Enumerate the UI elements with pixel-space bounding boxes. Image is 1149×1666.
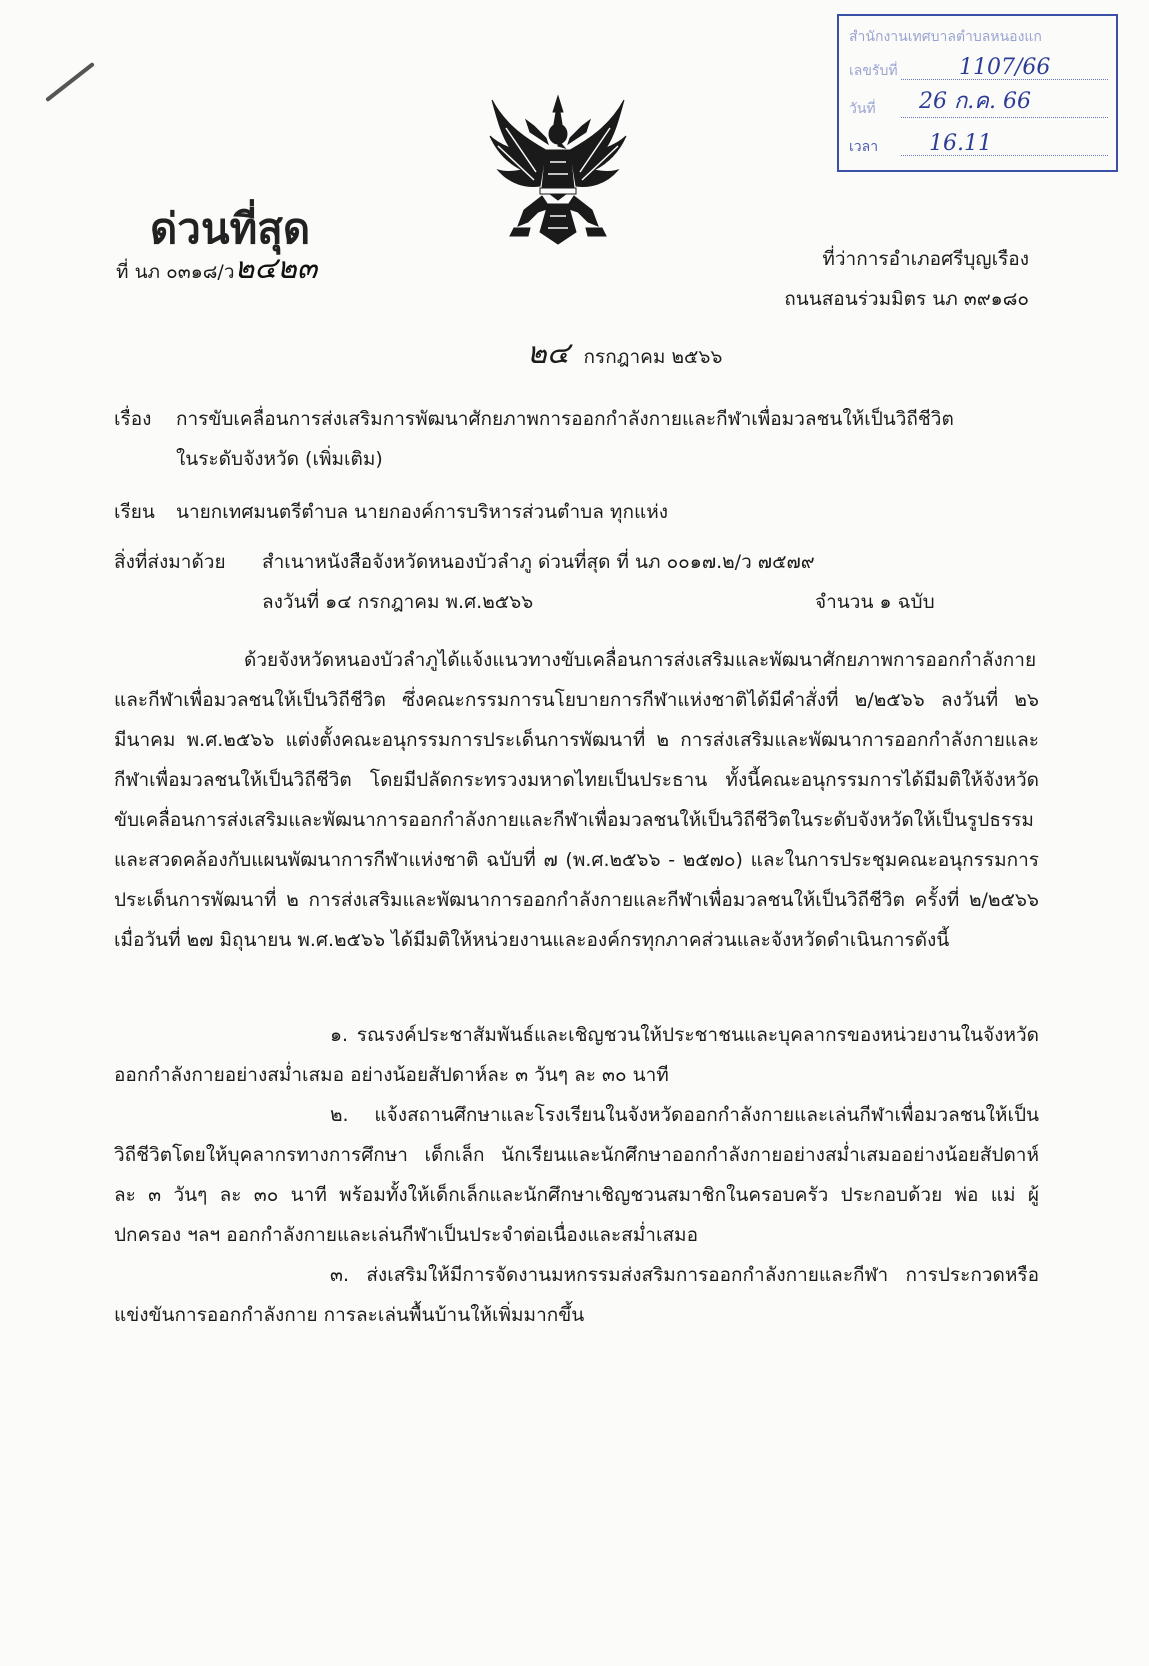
stamp-date-label: วันที่ (849, 101, 876, 117)
subject-line-2: ในระดับจังหวัด (เพิ่มเติม) (176, 448, 383, 470)
recipient-text: นายกเทศมนตรีตำบล นายกองค์การบริหารส่วนตำบล ทุกแห่ง (176, 501, 668, 523)
enclosure-count: จำนวน ๑ ฉบับ (815, 591, 935, 613)
subject-line-1: การขับเคลื่อนการส่งเสริมการพัฒนาศักยภาพการออกกำลังกายและกีฬาเพื่อมวลชนให้เป็นวิถีชีวิต (176, 408, 954, 430)
stamp-office: สำนักงานเทศบาลตำบลหนองแก (849, 29, 1042, 45)
urgency-label: ด่วนที่สุด (150, 204, 311, 253)
stamp-date-value: 26 ก.ค. 66 (919, 89, 1031, 114)
document-number (116, 251, 318, 286)
office-address: ถนนสอนร่วมมิตร นภ ๓๙๑๘๐ (784, 288, 1029, 310)
receipt-stamp (837, 14, 1118, 172)
body-item-1: ๑. รณรงค์ประชาสัมพันธ์และเชิญชวนให้ประชาชนและบุคลากรของหน่วยงานในจังหวัดออกกำลังกายอย่างสม่ำเสมอ อย่างน้อยสัปดาห์ละ ๓ วันๆ ละ ๓๐ นาที (114, 1024, 1039, 1086)
pen-mark (45, 62, 95, 102)
body-paragraph-1: ด้วยจังหวัดหนองบัวลำภูได้แจ้งแนวทางขับเคลื่อนการส่งเสริมและพัฒนาศักยภาพการออกกำลังกายและกีฬาเพื่อมวลชนให้เป็นวิถีชีวิต ซึ่งคณะกรรมการนโยบายการกีฬาแห่งชาติได้มีคำสั่งที่ ๒/๒๕๖๖ ลงวันที่ ๒๖ มีนาคม พ.ศ.๒๕๖๖ แต่งตั้งคณะอนุกรรมการประเด็นการพัฒนาที่ ๒ การส่งเสริมและพัฒนาการออกกำลังกายและกีฬาเพื่อมวลชนให้เป็นวิถีชีวิต โดยมีปลัดกระทรวงมหาดไทยเป็นประธาน ทั้งนี้คณะอนุกรรมการได้มีมติให้จังหวัดขับเคลื่อนการส่งเสริมและพัฒนาการออกกำลังกายและกีฬาเพื่อมวลชนให้เป็นวิถีชีวิตในระดับจังหวัดให้เป็นรูปธรรมและสวดคล้องกับแผนพัฒนาการกีฬาแห่งชาติ ฉบับที่ ๗ (พ.ศ.๒๕๖๖ - ๒๕๗๐) และในการประชุมคณะอนุกรรมการประเด็นการพัฒนาที่ ๒ การส่งเสริมและพัฒนาการออกกำลังกายและกีฬาเพื่อมวลชนให้เป็นวิถีชีวิต ครั้งที่ ๒/๒๕๖๖ เมื่อวันที่ ๒๗ มิถุนายน พ.ศ.๒๕๖๖ ได้มีมติให้หน่วยงานและองค์กรทุกภาคส่วนและจังหวัดดำเนินการดังนี้ (114, 649, 1039, 951)
body-item-2: ๒. แจ้งสถานศึกษาและโรงเรียนในจังหวัดออกกำลังกายและเล่นกีฬาเพื่อมวลชนให้เป็นวิถีชีวิตโดยให้บุคลากรทางการศึกษา เด็กเล็ก นักเรียนและนักศึกษาออกกำลังกายอย่างสม่ำเสมออย่างน้อยสัปดาห์ละ ๓ วันๆ ละ ๓๐ นาที พร้อมทั้งให้เด็กเล็กและนักศึกษาเชิญชวนสมาชิกในครอบครัว ประกอบด้วย พ่อ แม่ ผู้ปกครอง ฯลฯ ออกกำลังกายและเล่นกีฬาเป็นประจำต่อเนื่องและสม่ำเสมอ (114, 1104, 1039, 1246)
body-item-3: ๓. ส่งเสริมให้มีการจัดงานมหกรรมส่งสริมการออกกำลังกายและกีฬา การประกวดหรือแข่งขันการออกกำลังกาย การละเล่นพื้นบ้านให้เพิ่มมากขึ้น (114, 1264, 1039, 1326)
enclosure-line-2: ลงวันที่ ๑๔ กรกฎาคม พ.ศ.๒๕๖๖ (262, 591, 534, 613)
recipient-label: เรียน (114, 501, 155, 523)
stamp-no-value: 1107/66 (959, 55, 1051, 80)
stamp-time-label: เวลา (849, 139, 879, 155)
stamp-no-label: เลขรับที่ (849, 63, 898, 79)
date-month-year: กรกฎาคม ๒๕๖๖ (583, 346, 723, 368)
document-date (527, 336, 723, 371)
office-name: ที่ว่าการอำเภอศรีบุญเรือง (822, 248, 1029, 270)
document-number-handwritten: ๒๔๒๓ (234, 251, 318, 286)
garuda-emblem (488, 92, 628, 250)
enclosure-label: สิ่งที่ส่งมาด้วย (114, 551, 226, 573)
enclosure-line-1: สำเนาหนังสือจังหวัดหนองบัวลำภู ด่วนที่สุด ที่ นภ ๐๐๑๗.๒/ว ๗๕๗๙ (262, 551, 815, 573)
document-number-prefix: ที่ นภ ๐๓๑๘/ว (116, 261, 235, 283)
stamp-time-value: 16.11 (929, 131, 992, 156)
date-day-handwritten: ๒๔ (527, 336, 570, 371)
subject-label: เรื่อง (114, 408, 152, 430)
